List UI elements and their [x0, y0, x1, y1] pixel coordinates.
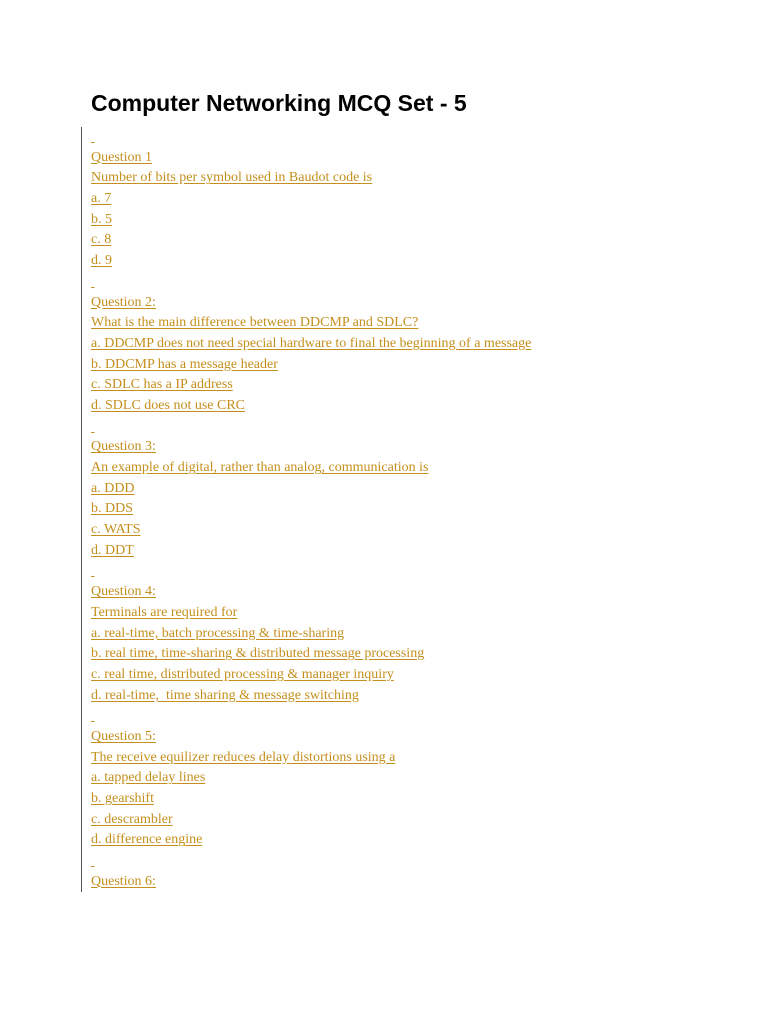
line-link[interactable]: Question 3: — [91, 439, 156, 455]
line-link[interactable]: Question 2: — [91, 294, 156, 310]
line-link[interactable]: Question 4: — [91, 584, 156, 600]
line-link[interactable]: b. DDCMP has a message header — [91, 356, 278, 372]
line-link[interactable]: a. DDCMP does not need special hardware to final the beginning of a message — [91, 335, 532, 351]
line-link[interactable] — [91, 708, 95, 723]
text-line — [81, 210, 741, 231]
line-link[interactable]: d. real-time, time sharing & message switching — [91, 687, 359, 703]
text-line — [81, 644, 741, 665]
line-link[interactable] — [91, 853, 95, 868]
text-line — [81, 313, 741, 334]
line-link[interactable]: What is the main difference between DDCMP and SDLC? — [91, 315, 419, 331]
text-line — [81, 748, 741, 769]
text-line — [81, 872, 741, 893]
text-line — [81, 458, 741, 479]
line-link[interactable]: c. SDLC has a IP address — [91, 377, 233, 393]
text-line — [81, 665, 741, 686]
text-line — [81, 396, 741, 417]
text-line — [81, 830, 741, 851]
page-title: Computer Networking MCQ Set - 5 — [91, 90, 467, 116]
text-line — [81, 148, 741, 169]
text-line — [81, 541, 741, 562]
line-link[interactable]: b. DDS — [91, 501, 134, 517]
question-list — [81, 127, 741, 892]
line-link[interactable]: d. DDT — [91, 542, 134, 558]
text-line — [81, 479, 741, 500]
line-link[interactable]: b. 5 — [91, 211, 112, 227]
line-link[interactable] — [91, 419, 95, 434]
text-line — [81, 127, 741, 148]
text-line — [81, 789, 741, 810]
line-link[interactable]: b. real time, time-sharing & distributed message processing — [91, 646, 425, 662]
line-link[interactable]: An example of digital, rather than analog, communication is — [91, 460, 429, 475]
text-line — [81, 520, 741, 541]
line-link[interactable]: a. tapped delay lines — [91, 770, 206, 786]
line-link[interactable]: d. difference engine — [91, 832, 203, 848]
line-link[interactable] — [91, 129, 95, 144]
text-line — [81, 768, 741, 789]
text-line — [81, 810, 741, 831]
line-link[interactable]: a. real-time, batch processing & time-sharing — [91, 625, 345, 641]
line-link[interactable]: The receive equilizer reduces delay distortions using a — [91, 749, 396, 765]
text-line — [81, 603, 741, 624]
text-line — [81, 437, 741, 458]
line-link[interactable]: b. gearshift — [91, 791, 154, 806]
text-line — [81, 851, 741, 872]
text-line — [81, 334, 741, 355]
text-line — [81, 624, 741, 645]
line-link[interactable] — [91, 274, 95, 289]
line-link[interactable]: d. 9 — [91, 253, 112, 269]
line-link[interactable]: Number of bits per symbol used in Baudot code is — [91, 170, 373, 186]
text-line — [81, 706, 741, 727]
line-link[interactable] — [91, 563, 95, 578]
text-line — [81, 417, 741, 438]
text-line — [81, 251, 741, 272]
text-line — [81, 375, 741, 396]
line-link[interactable]: c. WATS — [91, 522, 141, 538]
text-line — [81, 686, 741, 707]
line-link[interactable]: Terminals are required for — [91, 604, 238, 620]
line-link[interactable]: c. 8 — [91, 232, 112, 248]
line-link[interactable]: Question 6: — [91, 873, 156, 889]
text-line — [81, 355, 741, 376]
text-line — [81, 168, 741, 189]
line-link[interactable]: d. SDLC does not use CRC — [91, 397, 246, 413]
text-line — [81, 561, 741, 582]
text-line — [81, 230, 741, 251]
line-link[interactable]: c. descrambler — [91, 811, 173, 827]
line-link[interactable]: a. DDD — [91, 480, 135, 496]
text-line — [81, 272, 741, 293]
text-line — [81, 582, 741, 603]
line-link[interactable]: a. 7 — [91, 191, 112, 207]
text-line — [81, 727, 741, 748]
text-line — [81, 293, 741, 314]
text-line — [81, 189, 741, 210]
line-link[interactable]: c. real time, distributed processing & manager inquiry — [91, 666, 394, 682]
text-line — [81, 499, 741, 520]
line-link[interactable]: Question 1 — [91, 149, 153, 165]
line-link[interactable]: Question 5: — [91, 728, 156, 744]
